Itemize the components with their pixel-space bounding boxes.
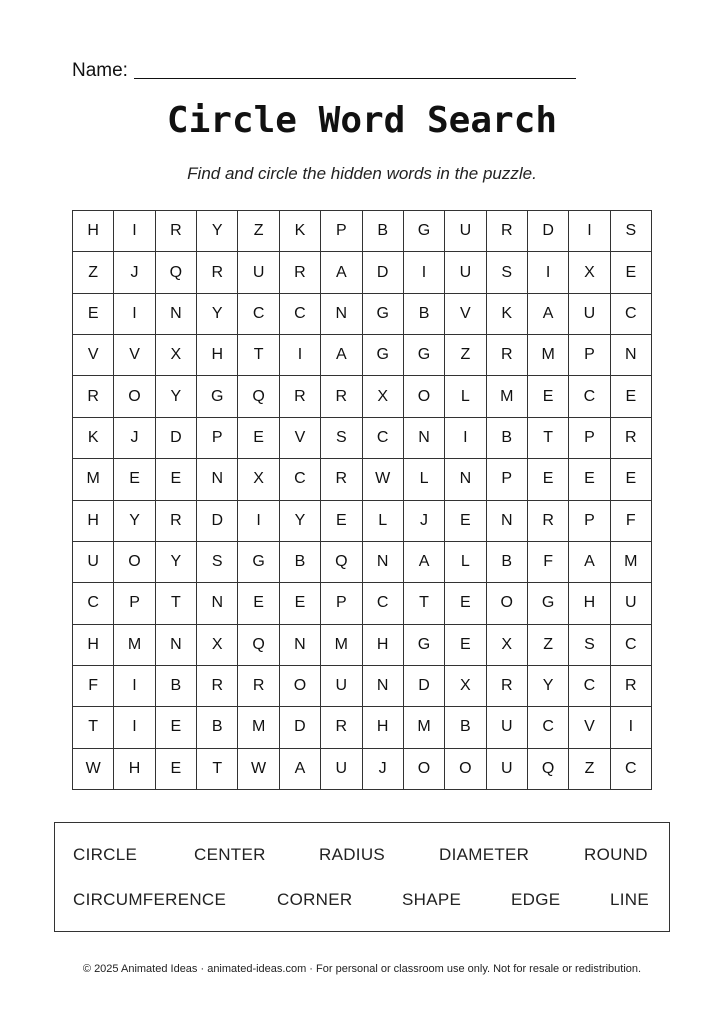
grid-cell[interactable]: U: [487, 707, 528, 748]
grid-cell[interactable]: E: [238, 418, 279, 459]
grid-cell[interactable]: N: [156, 294, 197, 335]
grid-cell[interactable]: A: [280, 749, 321, 790]
grid-cell[interactable]: I: [569, 211, 610, 252]
grid-cell[interactable]: V: [445, 294, 486, 335]
grid-cell[interactable]: N: [321, 294, 362, 335]
grid-cell[interactable]: R: [528, 501, 569, 542]
grid-cell[interactable]: T: [404, 583, 445, 624]
grid-cell[interactable]: D: [156, 418, 197, 459]
grid-cell[interactable]: E: [238, 583, 279, 624]
grid-cell[interactable]: B: [363, 211, 404, 252]
grid-cell[interactable]: R: [280, 252, 321, 293]
grid-cell[interactable]: S: [611, 211, 652, 252]
grid-cell[interactable]: T: [156, 583, 197, 624]
grid-cell[interactable]: R: [197, 252, 238, 293]
grid-cell[interactable]: Y: [528, 666, 569, 707]
grid-cell[interactable]: R: [238, 666, 279, 707]
grid-cell[interactable]: Q: [321, 542, 362, 583]
grid-cell[interactable]: V: [569, 707, 610, 748]
grid-cell[interactable]: K: [73, 418, 114, 459]
grid-cell[interactable]: G: [238, 542, 279, 583]
grid-cell[interactable]: M: [114, 625, 155, 666]
grid-cell[interactable]: B: [156, 666, 197, 707]
grid-cell[interactable]: M: [238, 707, 279, 748]
letter-grid: [72, 210, 652, 790]
page-title: Circle Word Search: [166, 100, 558, 141]
grid-cell[interactable]: X: [156, 335, 197, 376]
grid-cell[interactable]: N: [156, 625, 197, 666]
grid-cell[interactable]: X: [197, 625, 238, 666]
grid-cell[interactable]: C: [238, 294, 279, 335]
grid-cell[interactable]: I: [611, 707, 652, 748]
word-list-item: CENTER: [194, 845, 266, 864]
grid-cell[interactable]: I: [238, 501, 279, 542]
grid-cell[interactable]: D: [197, 501, 238, 542]
grid-cell[interactable]: E: [569, 459, 610, 500]
grid-cell[interactable]: W: [363, 459, 404, 500]
grid-cell[interactable]: I: [528, 252, 569, 293]
grid-cell[interactable]: Z: [445, 335, 486, 376]
grid-cell[interactable]: A: [404, 542, 445, 583]
grid-cell[interactable]: P: [321, 211, 362, 252]
grid-cell[interactable]: G: [197, 376, 238, 417]
grid-cell[interactable]: X: [569, 252, 610, 293]
grid-cell[interactable]: X: [445, 666, 486, 707]
grid-cell[interactable]: D: [528, 211, 569, 252]
grid-cell[interactable]: R: [280, 376, 321, 417]
grid-cell[interactable]: N: [363, 666, 404, 707]
grid-cell[interactable]: O: [404, 376, 445, 417]
grid-cell[interactable]: C: [611, 294, 652, 335]
grid-cell[interactable]: N: [363, 542, 404, 583]
grid-cell[interactable]: Y: [280, 501, 321, 542]
grid-cell[interactable]: O: [280, 666, 321, 707]
grid-cell[interactable]: I: [404, 252, 445, 293]
word-list-item: DIAMETER: [439, 845, 530, 864]
grid-cell[interactable]: M: [404, 707, 445, 748]
grid-cell[interactable]: A: [321, 335, 362, 376]
grid-cell[interactable]: N: [487, 501, 528, 542]
grid-cell[interactable]: P: [569, 501, 610, 542]
grid-cell[interactable]: M: [73, 459, 114, 500]
grid-cell[interactable]: E: [156, 749, 197, 790]
word-list-item: ROUND: [584, 845, 648, 864]
grid-cell[interactable]: A: [528, 294, 569, 335]
grid-cell[interactable]: G: [404, 335, 445, 376]
grid-cell[interactable]: S: [321, 418, 362, 459]
grid-cell[interactable]: E: [611, 252, 652, 293]
word-list-item: EDGE: [511, 890, 561, 909]
word-list-item: LINE: [610, 890, 649, 909]
grid-cell[interactable]: E: [528, 459, 569, 500]
grid-cell[interactable]: Y: [197, 294, 238, 335]
grid-cell[interactable]: I: [114, 294, 155, 335]
grid-cell[interactable]: M: [487, 376, 528, 417]
grid-cell[interactable]: X: [487, 625, 528, 666]
grid-cell[interactable]: P: [569, 418, 610, 459]
grid-cell[interactable]: E: [445, 583, 486, 624]
grid-cell[interactable]: P: [321, 583, 362, 624]
grid-cell[interactable]: I: [114, 666, 155, 707]
grid-cell[interactable]: C: [569, 376, 610, 417]
grid-cell[interactable]: P: [114, 583, 155, 624]
grid-cell[interactable]: T: [238, 335, 279, 376]
grid-cell[interactable]: G: [528, 583, 569, 624]
grid-cell[interactable]: O: [114, 542, 155, 583]
grid-cell[interactable]: U: [238, 252, 279, 293]
grid-cell[interactable]: P: [197, 418, 238, 459]
grid-cell[interactable]: W: [238, 749, 279, 790]
grid-cell[interactable]: N: [445, 459, 486, 500]
grid-cell[interactable]: T: [528, 418, 569, 459]
grid-cell[interactable]: H: [73, 501, 114, 542]
grid-cell[interactable]: R: [156, 211, 197, 252]
grid-cell[interactable]: D: [404, 666, 445, 707]
grid-cell[interactable]: H: [363, 707, 404, 748]
grid-cell[interactable]: J: [114, 252, 155, 293]
word-list-box: [54, 822, 670, 932]
grid-cell[interactable]: G: [404, 625, 445, 666]
grid-cell[interactable]: B: [445, 707, 486, 748]
grid-cell[interactable]: C: [611, 625, 652, 666]
grid-cell[interactable]: R: [197, 666, 238, 707]
grid-cell[interactable]: C: [280, 459, 321, 500]
grid-cell[interactable]: N: [404, 418, 445, 459]
grid-cell[interactable]: A: [321, 252, 362, 293]
grid-cell[interactable]: M: [611, 542, 652, 583]
word-list-item: CORNER: [277, 890, 353, 909]
grid-cell[interactable]: A: [569, 542, 610, 583]
grid-cell[interactable]: E: [73, 294, 114, 335]
grid-cell[interactable]: E: [611, 376, 652, 417]
grid-cell[interactable]: U: [73, 542, 114, 583]
grid-cell[interactable]: D: [363, 252, 404, 293]
grid-cell[interactable]: Y: [197, 211, 238, 252]
grid-cell[interactable]: C: [363, 583, 404, 624]
grid-cell[interactable]: U: [569, 294, 610, 335]
grid-cell[interactable]: L: [445, 542, 486, 583]
grid-cell[interactable]: X: [238, 459, 279, 500]
grid-cell[interactable]: L: [404, 459, 445, 500]
grid-cell[interactable]: B: [197, 707, 238, 748]
grid-cell[interactable]: V: [280, 418, 321, 459]
grid-cell[interactable]: V: [114, 335, 155, 376]
grid-cell[interactable]: Q: [238, 625, 279, 666]
grid-cell[interactable]: E: [445, 625, 486, 666]
grid-cell[interactable]: U: [611, 583, 652, 624]
grid-cell[interactable]: O: [445, 749, 486, 790]
grid-cell[interactable]: R: [156, 501, 197, 542]
grid-cell[interactable]: R: [321, 707, 362, 748]
grid-cell[interactable]: N: [197, 459, 238, 500]
grid-cell[interactable]: H: [197, 335, 238, 376]
grid-cell[interactable]: R: [487, 666, 528, 707]
grid-cell[interactable]: Q: [238, 376, 279, 417]
grid-cell[interactable]: M: [321, 625, 362, 666]
grid-cell[interactable]: F: [73, 666, 114, 707]
grid-cell[interactable]: P: [569, 335, 610, 376]
grid-cell[interactable]: O: [487, 583, 528, 624]
grid-cell[interactable]: N: [280, 625, 321, 666]
grid-cell[interactable]: J: [404, 501, 445, 542]
grid-cell[interactable]: Z: [238, 211, 279, 252]
grid-cell[interactable]: C: [528, 707, 569, 748]
grid-cell[interactable]: R: [73, 376, 114, 417]
grid-cell[interactable]: J: [114, 418, 155, 459]
grid-cell[interactable]: R: [611, 418, 652, 459]
grid-cell[interactable]: B: [280, 542, 321, 583]
grid-cell[interactable]: R: [611, 666, 652, 707]
grid-cell[interactable]: K: [487, 294, 528, 335]
grid-cell[interactable]: R: [487, 335, 528, 376]
grid-cell[interactable]: S: [569, 625, 610, 666]
grid-cell[interactable]: R: [321, 459, 362, 500]
grid-cell[interactable]: D: [280, 707, 321, 748]
grid-cell[interactable]: E: [156, 707, 197, 748]
grid-cell[interactable]: H: [73, 211, 114, 252]
grid-cell[interactable]: X: [363, 376, 404, 417]
grid-cell[interactable]: G: [363, 335, 404, 376]
instructions-text: Find and circle the hidden words in the puzzle.: [187, 164, 537, 183]
grid-cell[interactable]: Y: [156, 542, 197, 583]
grid-cell[interactable]: U: [321, 666, 362, 707]
grid-cell[interactable]: L: [445, 376, 486, 417]
name-field-row: [72, 60, 592, 82]
word-list-item: CIRCUMFERENCE: [73, 890, 227, 909]
grid-cell[interactable]: H: [569, 583, 610, 624]
grid-cell[interactable]: E: [528, 376, 569, 417]
grid-cell[interactable]: C: [73, 583, 114, 624]
grid-cell[interactable]: N: [611, 335, 652, 376]
grid-cell[interactable]: R: [487, 211, 528, 252]
grid-cell[interactable]: E: [280, 583, 321, 624]
grid-cell[interactable]: U: [321, 749, 362, 790]
grid-cell[interactable]: H: [363, 625, 404, 666]
grid-cell[interactable]: E: [611, 459, 652, 500]
grid-cell[interactable]: U: [487, 749, 528, 790]
grid-cell[interactable]: T: [73, 707, 114, 748]
grid-cell[interactable]: R: [321, 376, 362, 417]
grid-cell[interactable]: S: [487, 252, 528, 293]
name-label: Name:: [72, 60, 128, 81]
grid-cell[interactable]: C: [611, 749, 652, 790]
grid-cell[interactable]: U: [445, 252, 486, 293]
grid-cell[interactable]: C: [363, 418, 404, 459]
footer-copyright: © 2025 Animated Ideas · animated-ideas.com · For personal or classroom use only. Not for resale or redistribution.: [82, 963, 642, 975]
grid-cell[interactable]: Q: [528, 749, 569, 790]
grid-cell[interactable]: U: [445, 211, 486, 252]
grid-cell[interactable]: W: [73, 749, 114, 790]
grid-cell[interactable]: H: [114, 749, 155, 790]
grid-cell[interactable]: B: [487, 418, 528, 459]
grid-cell[interactable]: F: [611, 501, 652, 542]
grid-cell[interactable]: E: [156, 459, 197, 500]
grid-cell[interactable]: M: [528, 335, 569, 376]
grid-cell[interactable]: Y: [114, 501, 155, 542]
grid-cell[interactable]: I: [114, 211, 155, 252]
grid-cell[interactable]: I: [280, 335, 321, 376]
grid-cell[interactable]: S: [197, 542, 238, 583]
grid-cell[interactable]: K: [280, 211, 321, 252]
grid-cell[interactable]: F: [528, 542, 569, 583]
grid-cell[interactable]: V: [73, 335, 114, 376]
word-list-item: SHAPE: [402, 890, 462, 909]
word-list-item: CIRCLE: [73, 845, 138, 864]
grid-cell[interactable]: E: [321, 501, 362, 542]
grid-cell[interactable]: P: [487, 459, 528, 500]
word-list-item: RADIUS: [319, 845, 386, 864]
grid-cell[interactable]: Z: [73, 252, 114, 293]
grid-cell[interactable]: E: [114, 459, 155, 500]
grid-cell[interactable]: G: [404, 211, 445, 252]
grid-cell[interactable]: N: [197, 583, 238, 624]
grid-cell[interactable]: O: [114, 376, 155, 417]
grid-cell[interactable]: J: [363, 749, 404, 790]
grid-cell[interactable]: Z: [528, 625, 569, 666]
grid-cell[interactable]: Z: [569, 749, 610, 790]
name-blank-line: [134, 78, 576, 79]
grid-cell[interactable]: Q: [156, 252, 197, 293]
grid-cell[interactable]: G: [363, 294, 404, 335]
grid-cell[interactable]: B: [487, 542, 528, 583]
grid-cell[interactable]: I: [445, 418, 486, 459]
grid-cell[interactable]: O: [404, 749, 445, 790]
grid-cell[interactable]: H: [73, 625, 114, 666]
grid-cell[interactable]: L: [363, 501, 404, 542]
grid-cell[interactable]: T: [197, 749, 238, 790]
grid-cell[interactable]: C: [280, 294, 321, 335]
grid-cell[interactable]: C: [569, 666, 610, 707]
grid-cell[interactable]: E: [445, 501, 486, 542]
grid-cell[interactable]: Y: [156, 376, 197, 417]
grid-cell[interactable]: B: [404, 294, 445, 335]
grid-cell[interactable]: I: [114, 707, 155, 748]
